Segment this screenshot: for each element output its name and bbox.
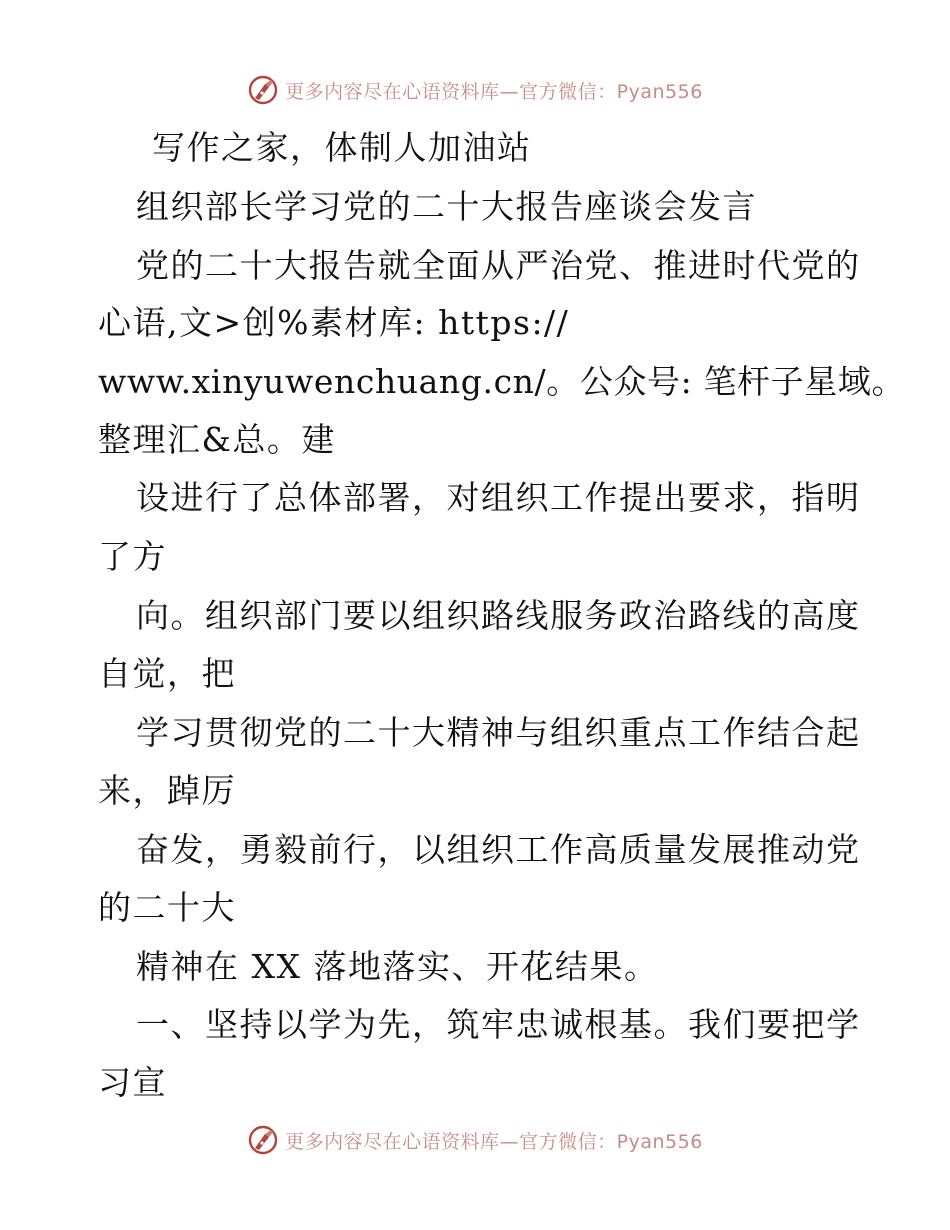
doc-line: 党的二十大报告就全面从严治党、推进时代党的: [136, 246, 861, 285]
header-watermark-text: 更多内容尽在心语资料库—官方微信：Pyan556: [285, 80, 703, 103]
doc-line-source-url: www.xinyuwenchuang.cn/。公众号: 笔杆子星域。: [98, 362, 906, 401]
doc-line: 习宣: [98, 1063, 167, 1102]
doc-line: 奋发，勇毅前行，以组织工作高质量发展推动党: [136, 830, 861, 869]
pen-nib-logo-icon: [247, 1124, 279, 1156]
doc-line-source-note: 心语,文>创%素材库: https://: [98, 303, 570, 342]
doc-line: 精神在 XX 落地落实、开花结果。: [136, 947, 659, 986]
doc-line: 了方: [98, 537, 167, 576]
doc-line: 的二十大: [98, 888, 236, 927]
doc-line-title: 组织部长学习党的二十大报告座谈会发言: [136, 187, 757, 226]
doc-line: 学习贯彻党的二十大精神与组织重点工作结合起: [136, 713, 861, 752]
doc-line: 向。组织部门要以组织路线服务政治路线的高度: [136, 596, 861, 635]
doc-line: 整理汇&总。建: [98, 420, 336, 459]
doc-line-section-heading: 一、坚持以学为先，筑牢忠诚根基。我们要把学: [136, 1005, 861, 1044]
doc-line: 设进行了总体部署，对组织工作提出要求，指明: [136, 478, 861, 517]
footer-watermark-banner: [0, 1120, 950, 1160]
doc-line-site-tagline: 写作之家，体制人加油站: [152, 128, 532, 167]
doc-line: 来，踔厉: [98, 771, 236, 810]
doc-line: 自觉，把: [98, 654, 236, 693]
footer-watermark-text: 更多内容尽在心语资料库—官方微信：Pyan556: [285, 1130, 703, 1153]
